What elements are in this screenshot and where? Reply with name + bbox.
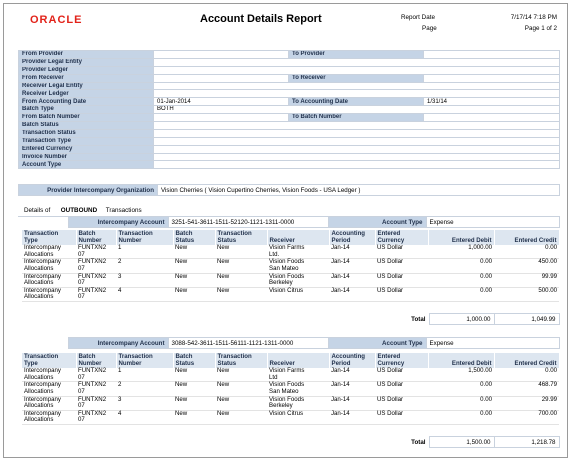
param-row (19, 129, 560, 137)
param-row (19, 106, 560, 114)
param-row (19, 66, 560, 74)
param-label: Transaction Type (19, 137, 154, 145)
param-label: To Receiver (289, 74, 424, 82)
col-header: Batch Status (173, 230, 215, 245)
param-row (19, 137, 560, 145)
param-row (19, 122, 560, 130)
param-row (19, 82, 560, 90)
details-caption: Details of OUTBOUND Transactions (24, 207, 142, 214)
param-row (19, 161, 560, 169)
page-label: Page (422, 25, 437, 32)
col-header: Entered Currency (375, 353, 428, 368)
provider-org-row (18, 184, 560, 196)
param-row (19, 74, 560, 82)
param-row (19, 90, 560, 98)
param-label: Receiver Ledger (19, 90, 154, 98)
col-header: Batch Number (76, 230, 116, 245)
oracle-logo: ORACLE (30, 14, 83, 26)
total-label: Total (411, 315, 426, 323)
table-row: Intercompany Allocations FUNTXN2 07 4 New New Vision Citrus Jan-14 US Dollar 0.00 500.00 (24, 286, 557, 301)
parameter-grid (18, 50, 560, 169)
col-header: Entered Credit (494, 353, 559, 368)
table-row: Intercompany Allocations FUNTXN2 07 3 New New Vision Foods Berkeley Jan-14 US Dollar 0.00 29.99 (24, 395, 557, 410)
report-date-label: Report Date (401, 14, 435, 21)
table-row: Intercompany Allocations FUNTXN2 07 2 New New Vision Foods San Mateo Jan-14 US Dollar 0.00 450.00 (24, 258, 557, 272)
page-value: Page 1 of 2 (524, 25, 557, 32)
param-label: Entered Currency (19, 145, 154, 153)
table-header-row (22, 230, 559, 245)
provider-org-value: Vision Cherries ( Vision Cupertino Cherries, Vision Foods - USA Ledger ) (158, 185, 560, 196)
col-header: Entered Debit (428, 230, 494, 245)
col-header: Receiver (267, 230, 329, 245)
param-label: To Accounting Date (289, 98, 424, 106)
table-header-row (22, 353, 559, 368)
col-header: Accounting Period (329, 230, 375, 245)
col-header: Transaction Number (116, 353, 173, 368)
col-header: Transaction Status (215, 353, 267, 368)
param-value: BOTH (154, 106, 560, 114)
account-label: Intercompany Account (68, 338, 168, 349)
report-page (3, 3, 568, 458)
total-row (394, 313, 560, 325)
param-label: Batch Type (19, 106, 154, 114)
report-title: Account Details Report (200, 13, 322, 25)
param-row (19, 153, 560, 161)
param-value: 1/31/14 (424, 98, 560, 106)
param-label: Receiver Legal Entity (19, 82, 154, 90)
param-label: To Batch Number (289, 114, 424, 122)
account-value: 3251-541-3611-1511-52120-1121-1311-0000 (168, 217, 328, 228)
transactions-table (22, 230, 560, 302)
param-label: Batch Status (19, 122, 154, 130)
table-row: Intercompany Allocations FUNTXN2 07 4 New New Vision Citrus Jan-14 US Dollar 0.00 700.00 (24, 409, 557, 424)
param-label: Provider Ledger (19, 66, 154, 74)
account-type-label: Account Type (328, 338, 426, 349)
param-label: Provider Legal Entity (19, 58, 154, 66)
account-label: Intercompany Account (68, 217, 168, 228)
col-header: Batch Number (76, 353, 116, 368)
param-label: From Provider (19, 51, 154, 59)
account-type-value: Expense (426, 217, 559, 228)
param-row (19, 114, 560, 122)
total-row (394, 436, 560, 448)
table-row: Intercompany Allocations FUNTXN2 07 2 New New Vision Foods San Mateo Jan-14 US Dollar 0.00 468.79 (24, 381, 557, 395)
param-label: Transaction Status (19, 129, 154, 137)
param-label: From Accounting Date (19, 98, 154, 106)
account-value: 3088-542-3611-1511-56111-1121-1311-0000 (168, 338, 328, 349)
report-date-value: 7/17/14 7:18 PM (510, 14, 557, 21)
account-header (18, 337, 560, 349)
param-row (19, 98, 560, 106)
col-header: Transaction Number (116, 230, 173, 245)
param-row (19, 145, 560, 153)
total-debit: 1,000.00 (429, 314, 494, 325)
col-header: Transaction Type (22, 353, 76, 368)
account-type-label: Account Type (328, 217, 426, 228)
col-header: Entered Debit (428, 353, 494, 368)
total-credit: 1,218.78 (494, 437, 559, 448)
table-row: Intercompany Allocations FUNTXN2 07 3 New New Vision Foods Berkeley Jan-14 US Dollar 0.00 99.99 (24, 272, 557, 287)
param-label: Invoice Number (19, 153, 154, 161)
table-row: Intercompany Allocations FUNTXN2 07 1 New New Vision Farms Ltd Jan-14 US Dollar 1,500.00 0.00 (24, 367, 557, 381)
col-header: Batch Status (173, 353, 215, 368)
param-label: To Provider (289, 51, 424, 59)
param-label: From Batch Number (19, 114, 154, 122)
col-header: Accounting Period (329, 353, 375, 368)
total-label: Total (411, 438, 426, 446)
param-label: Account Type (19, 161, 154, 169)
param-label: From Receiver (19, 74, 154, 82)
total-debit: 1,500.00 (429, 437, 494, 448)
total-credit: 1,049.99 (494, 314, 559, 325)
account-type-value: Expense (426, 338, 559, 349)
table-row: Intercompany Allocations FUNTXN2 07 1 New New Vision Farms Ltd. Jan-14 US Dollar 1,000.00 0.00 (24, 244, 557, 258)
account-header (18, 216, 560, 228)
param-row (19, 58, 560, 66)
col-header: Receiver (267, 353, 329, 368)
col-header: Transaction Type (22, 230, 76, 245)
col-header: Entered Currency (375, 230, 428, 245)
transactions-table (22, 353, 560, 425)
col-header: Transaction Status (215, 230, 267, 245)
param-row (19, 51, 560, 59)
param-value: 01-Jan-2014 (154, 98, 289, 106)
col-header: Entered Credit (494, 230, 559, 245)
provider-org-label: Provider Intercompany Organization (19, 185, 158, 196)
